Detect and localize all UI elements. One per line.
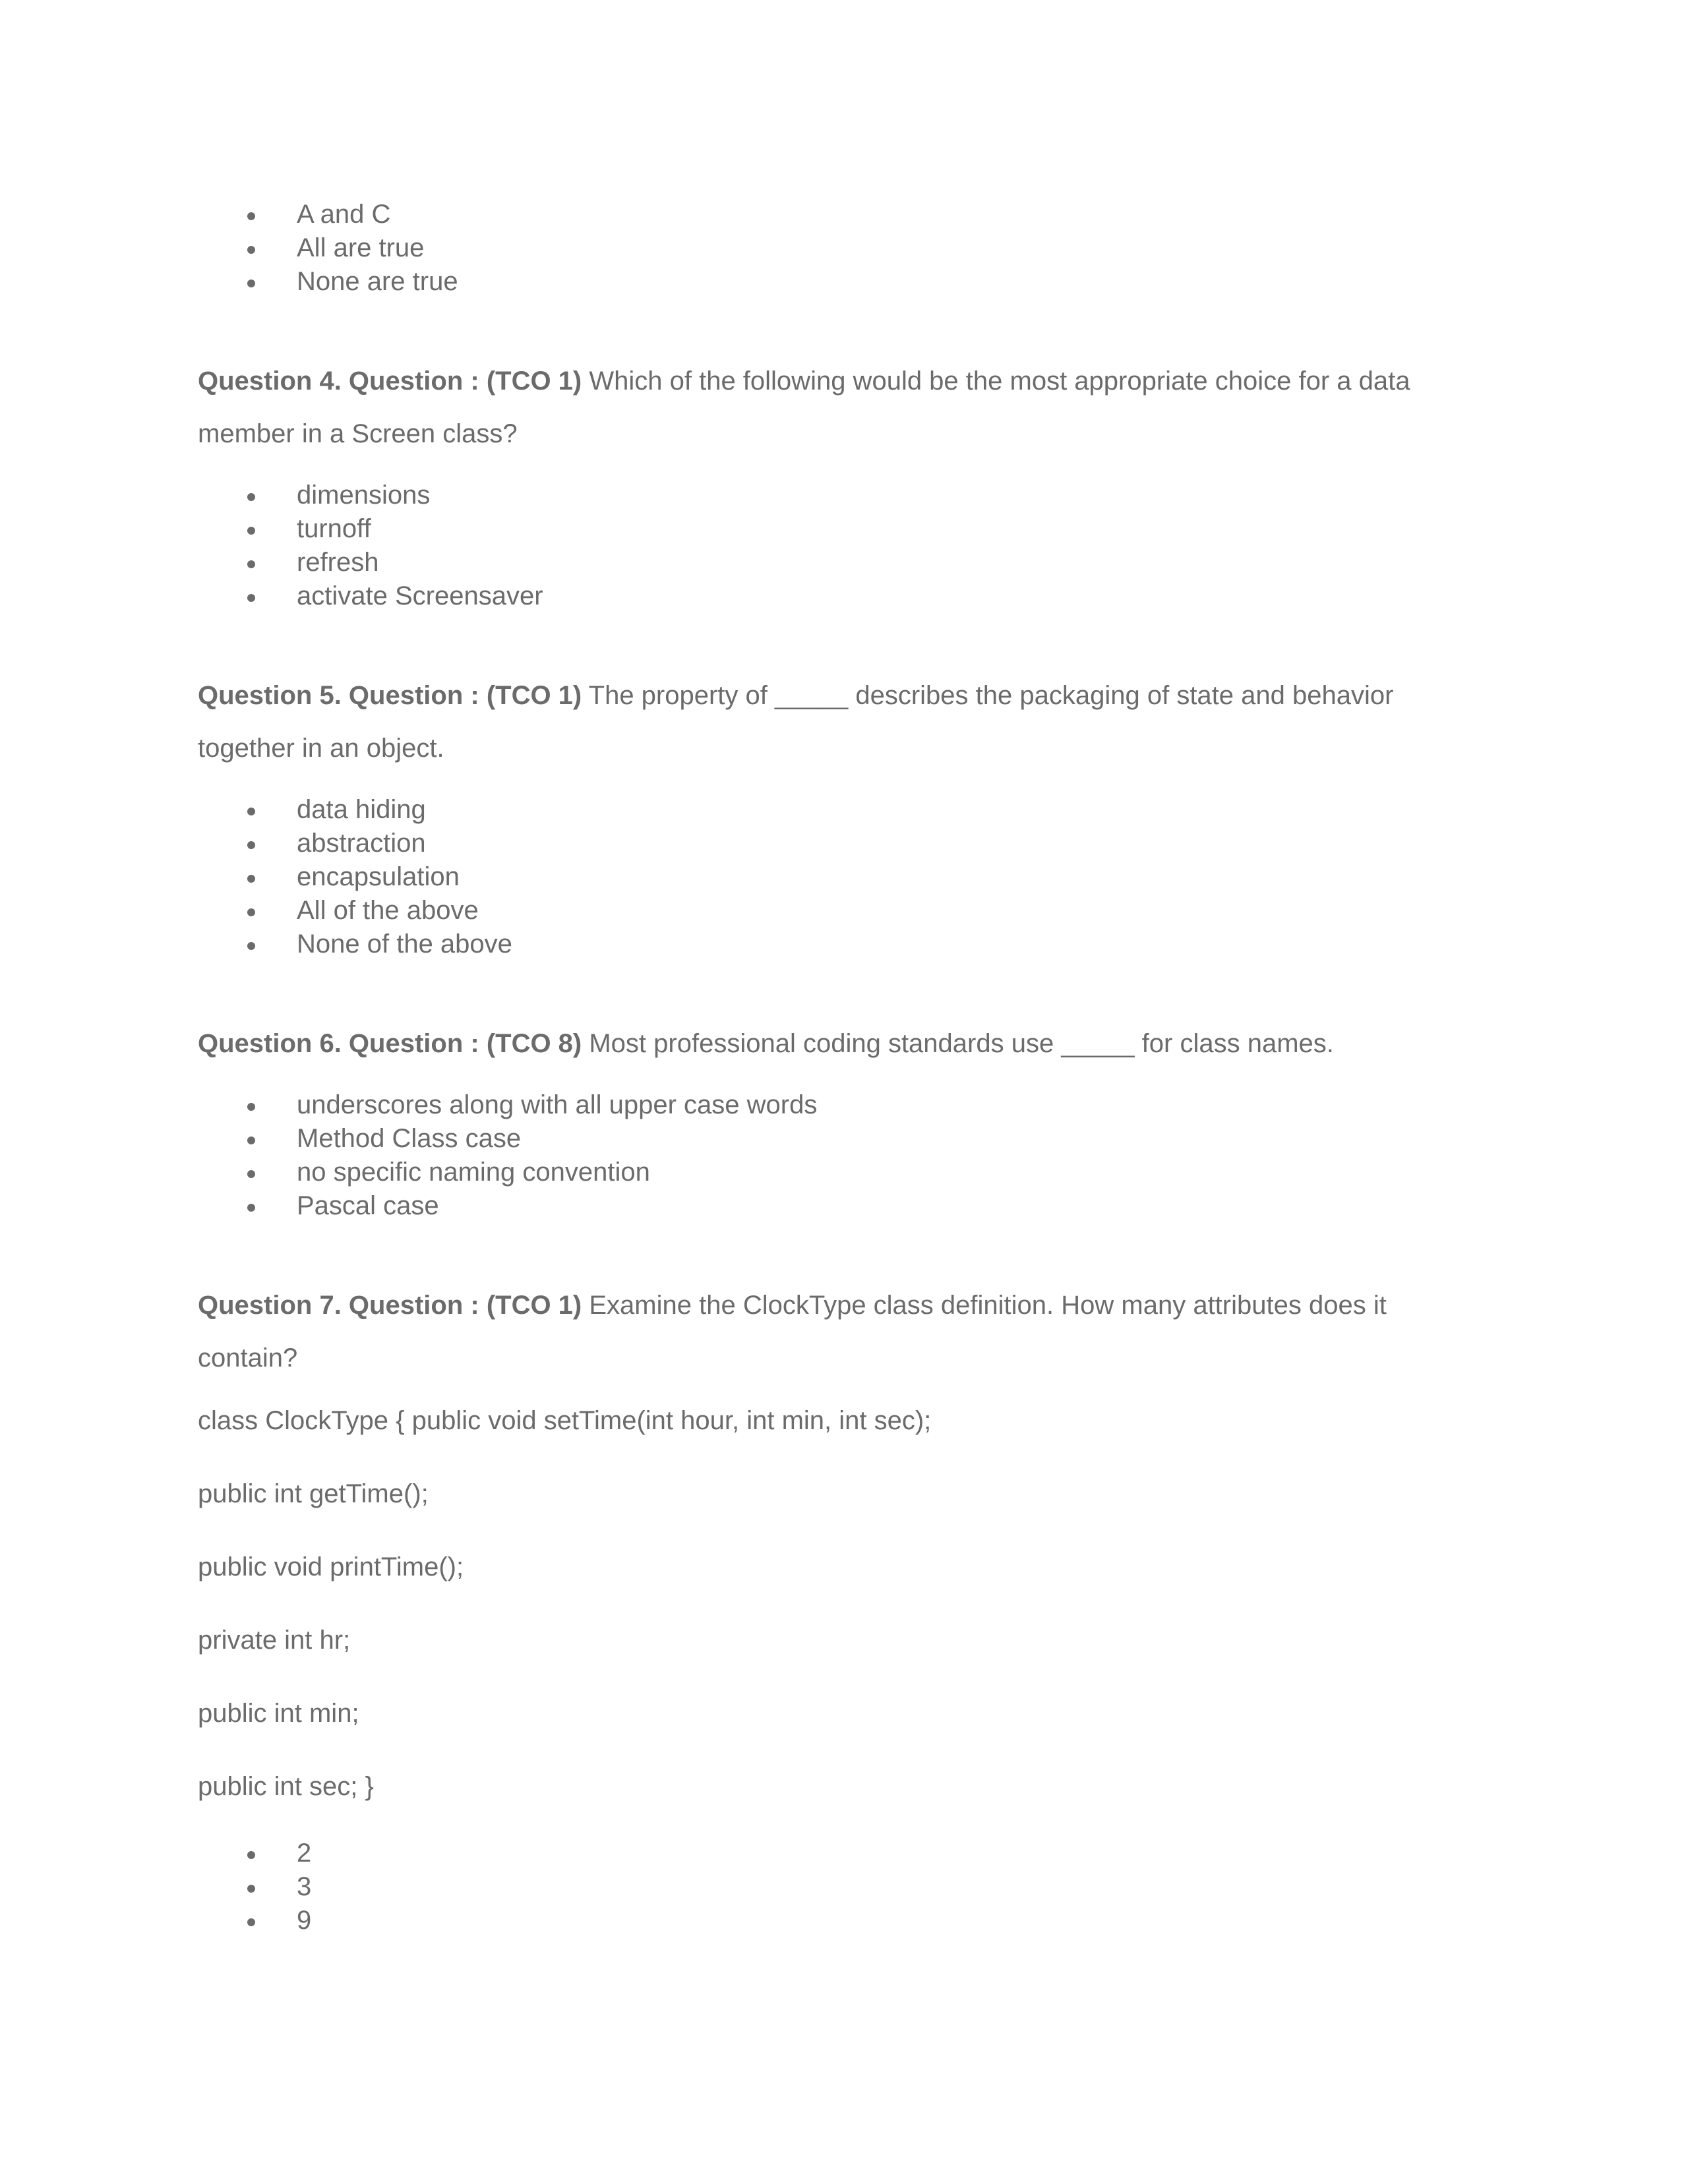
option-item: 2 [198, 1837, 1490, 1870]
bullet-icon [247, 1851, 255, 1859]
bullet-icon [247, 493, 255, 501]
question-6-options [198, 1088, 1490, 1223]
bullet-icon [247, 1918, 255, 1926]
bullet-icon [247, 875, 255, 883]
bullet-icon [247, 1204, 255, 1212]
option-item: 9 [198, 1904, 1490, 1937]
q3-options-list [198, 198, 1490, 299]
bullet-icon [247, 1136, 255, 1144]
option-item: Pascal case [198, 1189, 1490, 1223]
question-4-options [198, 479, 1490, 613]
question-5-text: Question 5. Question : (TCO 1) The property of _____ describes the packaging of state and behavior together in an object. [198, 681, 1394, 763]
option-item: None are true [198, 265, 1490, 299]
option-item: 3 [198, 1870, 1490, 1904]
option-item: None of the above [198, 928, 1490, 961]
bullet-icon [247, 942, 255, 950]
code-line: private int hr; [198, 1626, 351, 1655]
question-7-options [198, 1837, 1490, 1937]
code-line: public int sec; } [198, 1772, 374, 1801]
code-line: public int getTime(); [198, 1479, 429, 1508]
bullet-icon [247, 841, 255, 849]
question-5-heading: Question 5. Question : (TCO 1) [198, 681, 582, 710]
bullet-icon [247, 280, 255, 287]
bullet-icon [247, 527, 255, 535]
question-4-text: Question 4. Question : (TCO 1) Which of the following would be the most appropriate choice for a data member in a Screen class? [198, 367, 1410, 448]
code-line: public void printTime(); [198, 1552, 464, 1581]
bullet-icon [247, 1103, 255, 1111]
option-item: no specific naming convention [198, 1156, 1490, 1189]
document-page [198, 198, 1490, 1937]
option-item: activate Screensaver [198, 579, 1490, 613]
code-line: public int min; [198, 1699, 359, 1728]
option-item: underscores along with all upper case words [198, 1088, 1490, 1122]
bullet-icon [247, 212, 255, 220]
option-item: All of the above [198, 894, 1490, 928]
question-6-heading: Question 6. Question : (TCO 8) [198, 1029, 582, 1058]
option-item: data hiding [198, 793, 1490, 827]
question-4-heading: Question 4. Question : (TCO 1) [198, 367, 582, 396]
question-5-options [198, 793, 1490, 961]
code-block [198, 1404, 1490, 1804]
option-item: dimensions [198, 479, 1490, 512]
code-line: class ClockType { public void setTime(int hour, int min, int sec); [198, 1406, 932, 1435]
option-item: A and C [198, 198, 1490, 231]
question-7-heading: Question 7. Question : (TCO 1) [198, 1291, 582, 1320]
bullet-icon [247, 908, 255, 916]
option-item: abstraction [198, 827, 1490, 860]
bullet-icon [247, 246, 255, 254]
bullet-icon [247, 1170, 255, 1178]
bullet-icon [247, 560, 255, 568]
option-item: Method Class case [198, 1122, 1490, 1156]
option-item: encapsulation [198, 860, 1490, 894]
question-6-text: Question 6. Question : (TCO 8) Most professional coding standards use _____ for class names. [198, 1029, 1334, 1058]
bullet-icon [247, 594, 255, 602]
question-7-text: Question 7. Question : (TCO 1) Examine the ClockType class definition. How many attributes does it contain? [198, 1291, 1387, 1372]
option-item: All are true [198, 231, 1490, 265]
option-item: refresh [198, 546, 1490, 579]
bullet-icon [247, 1885, 255, 1893]
bullet-icon [247, 808, 255, 815]
option-item: turnoff [198, 512, 1490, 546]
